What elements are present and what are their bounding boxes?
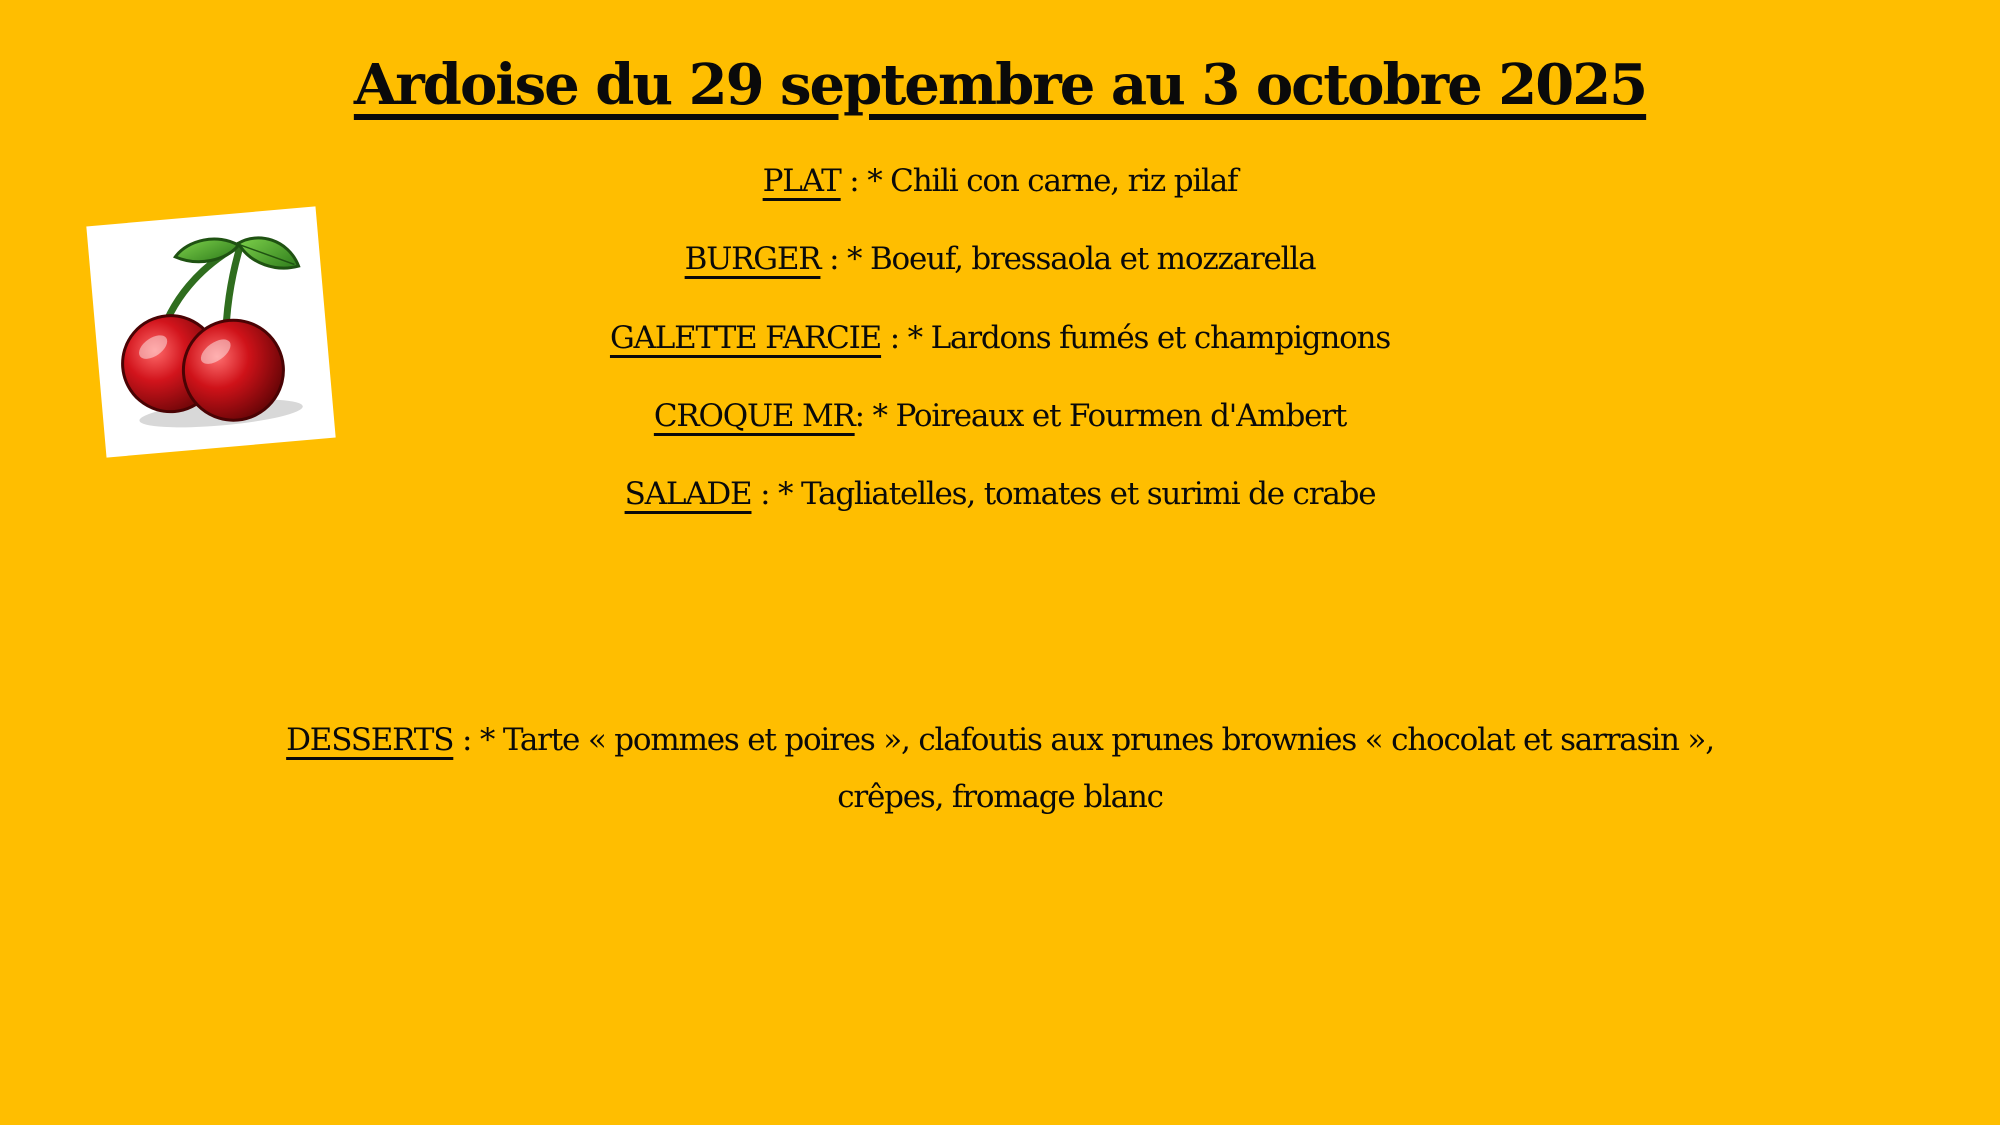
menu-separator-galette-farcie: : — [881, 320, 908, 356]
menu-text-croque-mr: * Poireaux et Fourmen d'Ambert — [872, 398, 1347, 434]
menu-separator-desserts: : — [453, 722, 480, 758]
cherry-image — [86, 206, 335, 457]
menu-label-burger: BURGER — [684, 241, 821, 277]
menu-separator-burger: : — [820, 241, 847, 277]
menu-separator-plat: : — [840, 163, 868, 199]
menu-text-galette-farcie: * Lardons fumés et champignons — [907, 320, 1391, 356]
slide-title-text: Ardoise du 29 septembre au 3 octobre 2025 — [353, 52, 1647, 118]
menu-text-desserts: * Tarte « pommes et poires », clafoutis aux prunes brownies « chocolat et sarrasin », crêpes, fromage blanc — [479, 722, 1714, 815]
menu-text-salade: * Tagliatelles, tomates et surimi de crabe — [778, 476, 1376, 512]
leaf-left — [174, 237, 240, 264]
leaf-right — [238, 234, 299, 272]
menu-item-plat — [0, 163, 2000, 200]
menu-separator-salade: : — [751, 476, 779, 512]
menu-item-salade — [0, 476, 2000, 513]
menu-label-salade: SALADE — [624, 476, 752, 512]
menu-label-galette-farcie: GALETTE FARCIE — [609, 320, 882, 356]
menu-separator-croque-mr: : — [854, 398, 873, 434]
menu-text-burger: * Boeuf, bressaola et mozzarella — [847, 241, 1316, 277]
menu-label-desserts: DESSERTS — [286, 722, 454, 758]
menu-label-plat: PLAT — [762, 163, 841, 199]
slide-title — [0, 52, 2000, 119]
menu-label-croque-mr: CROQUE MR — [653, 398, 855, 434]
menu-text-plat: * Chili con carne, riz pilaf — [867, 163, 1238, 199]
cherries-icon — [86, 206, 335, 457]
menu-item-desserts — [270, 712, 1730, 826]
